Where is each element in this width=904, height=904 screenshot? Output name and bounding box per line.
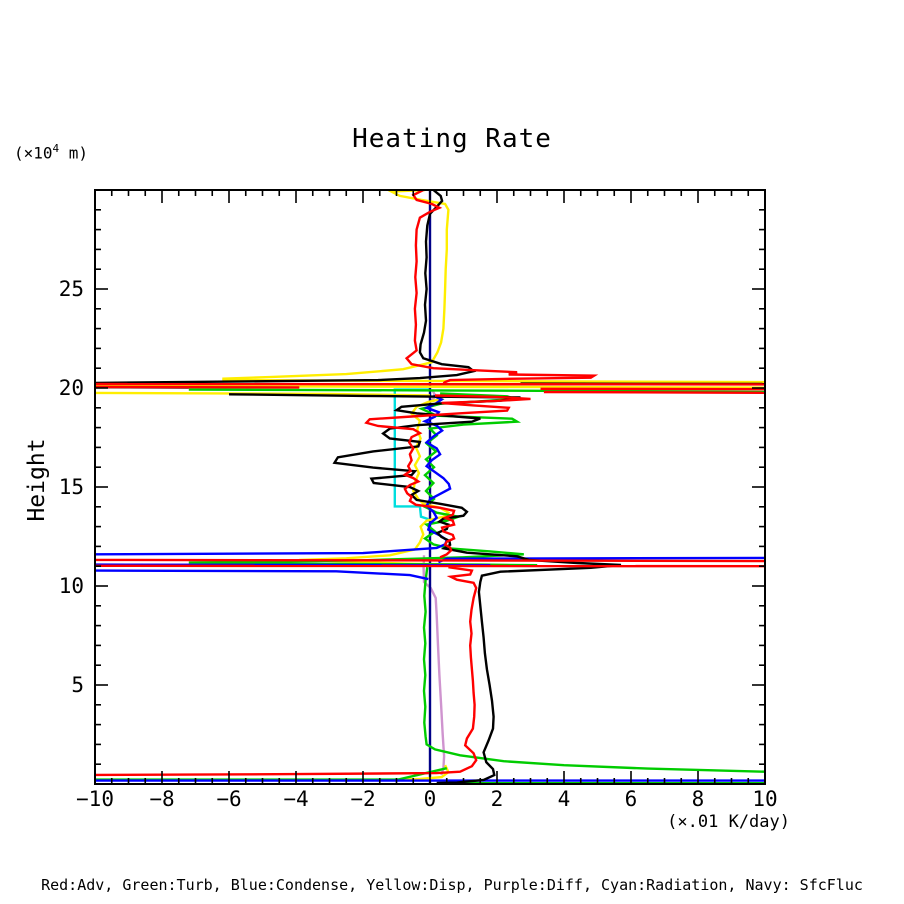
series-Adv [407, 190, 594, 383]
x-tick-label: 2 [490, 787, 504, 811]
x-tick-label: −4 [283, 787, 309, 811]
series-Adv [95, 560, 765, 561]
x-tick-label: −10 [76, 787, 114, 811]
y-axis-label: Height [24, 438, 50, 522]
x-tick-label: −2 [350, 787, 376, 811]
y-axis-unit-suffix: m) [59, 143, 89, 163]
x-tick-label: 4 [557, 787, 571, 811]
x-tick-label: 0 [423, 787, 437, 811]
x-tick-label: 8 [691, 787, 705, 811]
y-tick-label: 5 [71, 673, 84, 697]
y-axis-unit-prefix: (×10 [14, 143, 53, 163]
x-tick-labels [76, 787, 778, 811]
series-Turb [424, 567, 765, 772]
x-tick-label: 6 [624, 787, 638, 811]
series-lines [95, 190, 765, 784]
x-axis-unit: (×.01 K/day) [667, 812, 790, 832]
y-tick-label: 25 [58, 277, 84, 301]
y-tick-label: 15 [58, 475, 84, 499]
series-Condense [95, 396, 450, 554]
x-tick-label: 10 [752, 787, 778, 811]
series-Disp [222, 190, 448, 379]
y-tick-label: 10 [58, 574, 84, 598]
page-title: Heating Rate [352, 124, 552, 154]
y-tick-label: 20 [58, 376, 84, 400]
y-axis-unit-exponent: 4 [52, 142, 60, 155]
series-Adv [95, 567, 476, 775]
series-Turb [189, 394, 537, 566]
series-Condense [95, 571, 428, 580]
x-tick-label: −6 [216, 787, 242, 811]
series-Adv [544, 392, 765, 393]
legend-caption: Red:Adv, Green:Turb, Blue:Condense, Yellow:Disp, Purple:Diff, Cyan:Radiation, Navy: SfcFluc [41, 876, 863, 894]
y-tick-labels [59, 277, 84, 697]
x-tick-label: −8 [149, 787, 175, 811]
